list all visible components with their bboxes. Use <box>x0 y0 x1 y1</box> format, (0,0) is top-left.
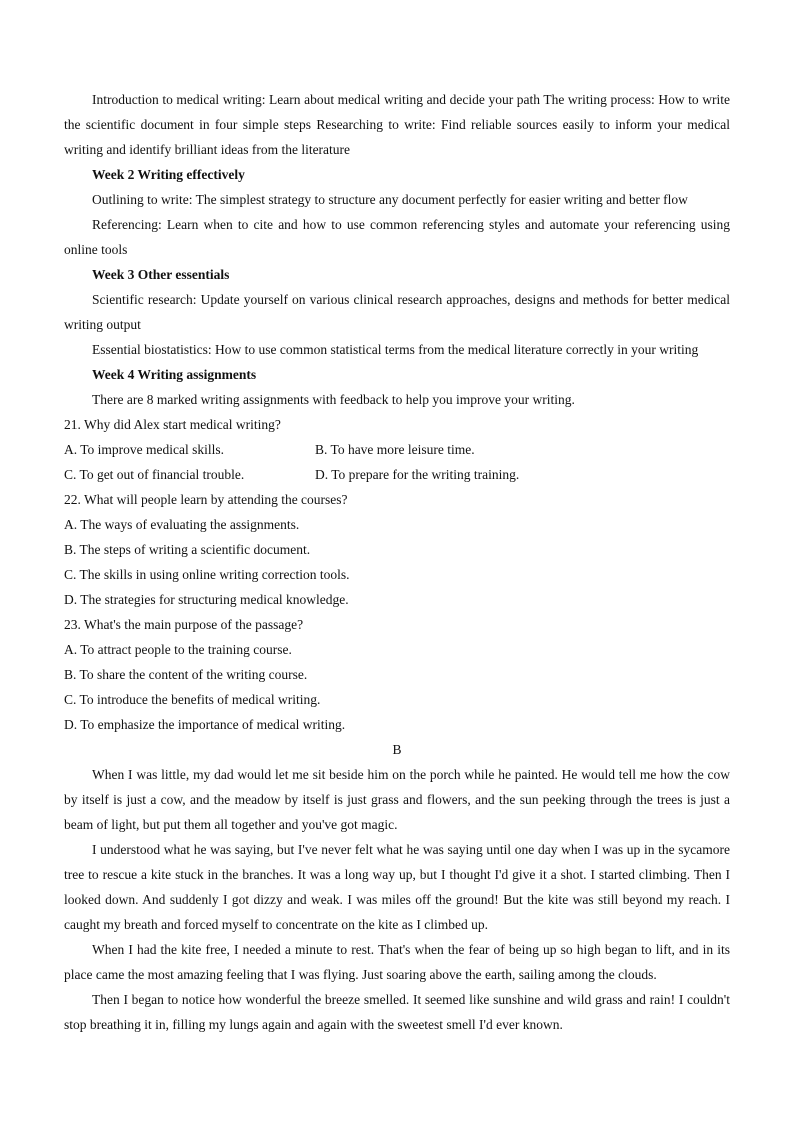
question-21-option-d: D. To prepare for the writing training. <box>315 467 520 482</box>
week2-heading: Week 2 Writing effectively <box>92 167 245 182</box>
question-23-option-d: D. To emphasize the importance of medical writing. <box>64 717 346 732</box>
question-21-options-row-2 <box>64 462 730 487</box>
question-21-stem: 21. Why did Alex start medical writing? <box>64 417 281 432</box>
question-23-option-c: C. To introduce the benefits of medical writing. <box>64 692 321 707</box>
question-22-option-d: D. The strategies for structuring medical knowledge. <box>64 592 349 607</box>
section-b-label: B <box>392 742 402 757</box>
question-21-option-b: B. To have more leisure time. <box>315 442 475 457</box>
week3-item-biostatistics: Essential biostatistics: How to use common statistical terms from the medical literature correctly in your writing <box>92 342 699 357</box>
week3-item-research: Scientific research: Update yourself on various clinical research approaches, designs and methods for better medical writing output <box>64 292 730 332</box>
question-21-option-c: C. To get out of financial trouble. <box>64 467 245 482</box>
week4-paragraph: There are 8 marked writing assignments with feedback to help you improve your writing. <box>92 392 575 407</box>
question-22-option-a: A. The ways of evaluating the assignments. <box>64 517 300 532</box>
week2-item-outlining: Outlining to write: The simplest strategy to structure any document perfectly for easier writing and better flow <box>92 192 688 207</box>
document-page <box>64 87 730 1037</box>
week1-paragraph: Introduction to medical writing: Learn about medical writing and decide your path The writing process: How to write the scientific document in four simple steps Researching to write: Find reliable sources easily to inform your medical writing and identify brilliant ideas from the literature <box>64 92 730 157</box>
question-23-option-a: A. To attract people to the training course. <box>64 642 292 657</box>
question-22-option-c: C. The skills in using online writing correction tools. <box>64 567 350 582</box>
question-21-options-row-1 <box>64 437 730 462</box>
section-b-paragraph: When I had the kite free, I needed a minute to rest. That's when the fear of being up so high began to lift, and in its place came the most amazing feeling that I was flying. Just soaring above the earth, sailing among the clouds. <box>64 942 730 982</box>
question-23-option-b: B. To share the content of the writing course. <box>64 667 308 682</box>
section-b-paragraph: I understood what he was saying, but I've never felt what he was saying until one day when I was up in the sycamore tree to rescue a kite stuck in the branches. It was a long way up, but I thought I'd give it a shot. I started climbing. Then I looked down. And suddenly I got dizzy and weak. I was miles off the ground! But the kite was still beyond my reach. I caught my breath and forced myself to concentrate on the kite as I climbed up. <box>64 842 730 932</box>
question-22-option-b: B. The steps of writing a scientific document. <box>64 542 311 557</box>
question-21-option-a: A. To improve medical skills. <box>64 442 225 457</box>
week3-heading: Week 3 Other essentials <box>92 267 230 282</box>
section-b-paragraph: When I was little, my dad would let me sit beside him on the porch while he painted. He would tell me how the cow by itself is just a cow, and the meadow by itself is just grass and flowers, and the sun peeking through the trees is just a beam of light, but put them all together and you've got magic. <box>64 767 730 832</box>
week4-heading: Week 4 Writing assignments <box>92 367 257 382</box>
section-b-paragraph: Then I began to notice how wonderful the breeze smelled. It seemed like sunshine and wild grass and rain! I couldn't stop breathing it in, filling my lungs again and again with the sweetest smell I'd ever known. <box>64 992 730 1032</box>
question-22-stem: 22. What will people learn by attending the courses? <box>64 492 348 507</box>
week2-item-referencing: Referencing: Learn when to cite and how to use common referencing styles and automate your referencing using online tools <box>64 217 730 257</box>
question-23-stem: 23. What's the main purpose of the passage? <box>64 617 304 632</box>
